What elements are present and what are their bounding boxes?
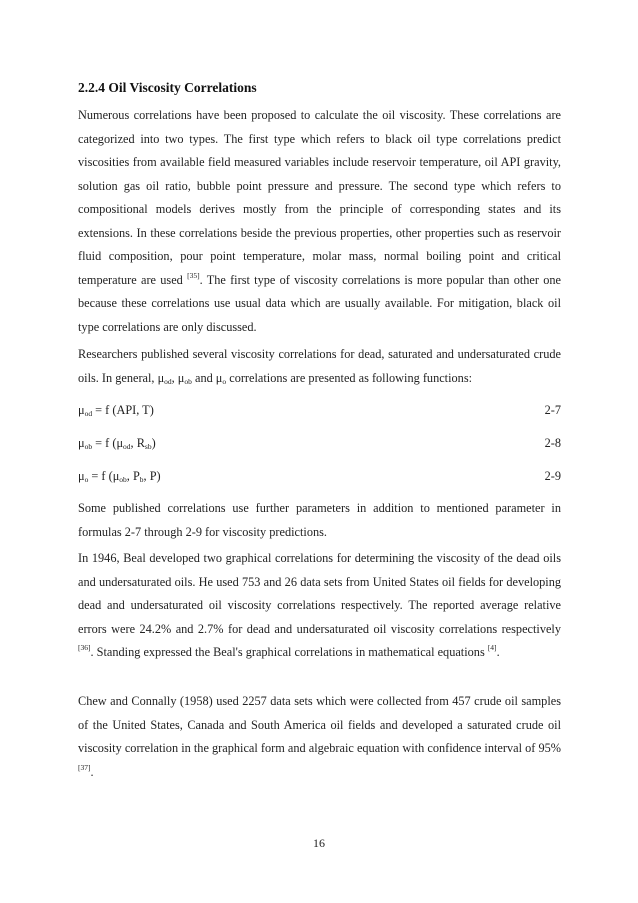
equation-rhs: = f (API, T)	[92, 403, 154, 417]
subscript: sb	[144, 442, 152, 451]
paragraph-text: Numerous correlations have been proposed to calculate the oil viscosity. These correlations are categorized into two types. The first type which refers to black oil type correlations predict viscosities from available field measured variables include reservoir temperature, oil API gravity, solution gas oil ratio, bubble point pressure and pressure. The second type which refers to compositional models derives mostly from the principle of corresponding states and its extensions. In these correlations beside the previous properties, other properties such as reservoir fluid composition, pour point temperature, molar mass, normal boiling point and critical temperature are used	[78, 108, 561, 287]
equation-symbol: μ	[78, 436, 85, 450]
equation-number: 2-7	[544, 403, 561, 417]
subscript: od	[84, 409, 93, 418]
equation-2-8	[78, 433, 561, 453]
paragraph-text: In 1946, Beal developed two graphical correlations for determining the viscosity of the dead oils and undersaturated oils. He used 753 and 26 data sets from United States oil fields for developing dead and undersaturated oil viscosity correlations respectively. The reported average relative errors were 24.2% and 2.7% for dead and undersaturated oil viscosity correlations respectively	[78, 551, 561, 636]
equation-symbol: μ	[78, 403, 85, 417]
subscript: od	[123, 442, 131, 451]
citation-ref: [36]	[78, 643, 91, 652]
paragraph-chew-connally	[78, 690, 561, 784]
citation-ref: [4]	[487, 643, 497, 652]
equation-rhs: , R	[130, 436, 145, 450]
paragraph-researchers	[78, 343, 561, 390]
paragraph-text: Chew and Connally (1958) used 2257 data sets which were collected from 457 crude oil samples of the United States, Canada and South America oil fields and developed a saturated crude oil viscosity correlation in the graphical form and algebraic equation with confidence interval of 95%	[78, 694, 561, 755]
subscript: od	[164, 376, 172, 386]
paragraph-text: , μ	[171, 370, 185, 385]
paragraph-further-parameters: Some published correlations use further parameters in addition to mentioned parameter in formulas 2-7 through 2-9 for viscosity predictions.	[78, 501, 561, 539]
equation-rhs: = f (μ	[88, 469, 120, 483]
equation-2-9	[78, 466, 561, 486]
paragraph-text: . The first type of viscosity correlations is more popular than other one because these correlations use usual data which are usually available. For mitigation, black oil type correlations are only discussed.	[78, 272, 561, 334]
paragraph-text: .	[496, 645, 500, 659]
paragraph-text: and μ	[191, 370, 223, 385]
subscript: ob	[119, 475, 127, 484]
subscript: ob	[184, 376, 192, 386]
citation-ref: [37]	[78, 762, 91, 772]
equation-expression	[78, 433, 156, 453]
paragraph-text: correlations are presented as following functions:	[226, 370, 473, 385]
equation-rhs: , P	[126, 469, 140, 483]
equation-number: 2-8	[544, 436, 561, 450]
equation-expression	[78, 466, 161, 486]
paragraph-beal	[78, 547, 561, 665]
subscript: o	[222, 376, 227, 386]
subscript: ob	[84, 442, 93, 451]
equation-rhs: = f (μ	[92, 436, 124, 450]
page-number: 16	[313, 836, 325, 850]
equation-rhs: )	[151, 436, 156, 450]
citation-ref: [35]	[187, 270, 200, 280]
paragraph-text: .	[90, 764, 94, 779]
paragraph-intro	[78, 104, 561, 339]
equation-2-7	[78, 400, 561, 420]
paragraph-text: Researchers published several viscosity correlations for dead, saturated and undersaturated crude oils. In general, μ	[78, 347, 561, 385]
equation-expression	[78, 400, 154, 420]
subscript: o	[84, 475, 89, 484]
paragraph-text: . Standing expressed the Beal's graphical correlations in mathematical equations	[90, 645, 488, 659]
section-heading: 2.2.4 Oil Viscosity Correlations	[78, 80, 257, 95]
equation-symbol: μ	[78, 469, 85, 483]
equation-number: 2-9	[544, 469, 561, 483]
equation-rhs: , P)	[143, 469, 161, 483]
subscript: b	[139, 475, 144, 484]
